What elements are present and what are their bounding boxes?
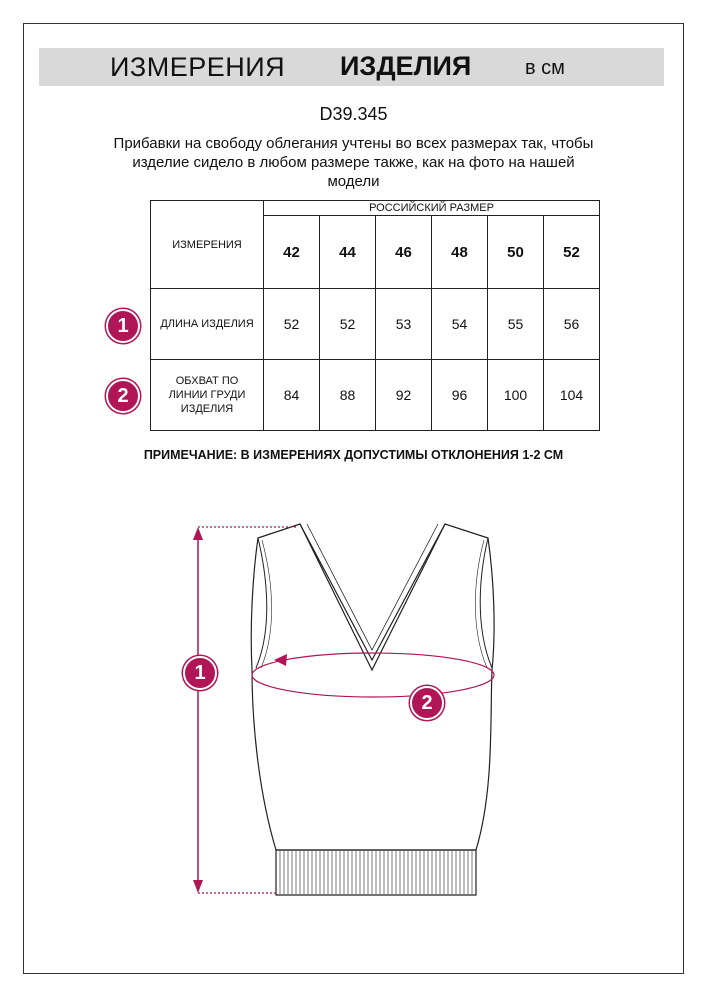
neck-rib-outer: [300, 524, 445, 660]
size-cell: 48: [432, 216, 488, 289]
size-group-header: РОССИЙСКИЙ РАЗМЕР: [264, 201, 600, 216]
chest-measure-ellipse: [252, 653, 494, 697]
neck-rib-inner: [307, 524, 438, 650]
chest-arrow-head: [274, 654, 287, 666]
fit-note: Прибавки на свободу облегания учтены во всех размерах так, чтобы изделие сидело в любом размере также, как на фото на нашей модели: [113, 135, 594, 190]
value-cell: 52: [320, 289, 376, 360]
title-units: в см: [525, 57, 565, 79]
vest-outline: [251, 524, 494, 850]
value-cell: 96: [432, 360, 488, 431]
armhole-left: [256, 538, 267, 668]
value-cell: 88: [320, 360, 376, 431]
size-cell: 44: [320, 216, 376, 289]
value-cell: 52: [264, 289, 320, 360]
value-cell: 92: [376, 360, 432, 431]
value-cell: 56: [544, 289, 600, 360]
measure-header-cell: ИЗМЕРЕНИЯ: [151, 201, 264, 289]
diagram-badge-length: 1: [183, 656, 217, 690]
size-cell: 50: [488, 216, 544, 289]
row-badge-1: 1: [106, 309, 140, 343]
size-cell: 46: [376, 216, 432, 289]
row-label-chest: ОБХВАТ ПО ЛИНИИ ГРУДИ ИЗДЕЛИЯ: [151, 360, 264, 431]
length-arrow-bottom: [193, 880, 203, 893]
value-cell: 55: [488, 289, 544, 360]
length-arrow-top: [193, 527, 203, 540]
deviation-remark: ПРИМЕЧАНИЕ: В ИЗМЕРЕНИЯХ ДОПУСТИМЫ ОТКЛОНЕНИЯ 1-2 СМ: [143, 448, 564, 462]
diagram-badge-chest: 2: [410, 686, 444, 720]
product-code: D39.345: [319, 104, 388, 124]
value-cell: 100: [488, 360, 544, 431]
value-cell: 84: [264, 360, 320, 431]
row-badge-2: 2: [106, 379, 140, 413]
title-measurements: ИЗМЕРЕНИЯ: [110, 52, 286, 82]
size-cell: 52: [544, 216, 600, 289]
value-cell: 53: [376, 289, 432, 360]
value-cell: 104: [544, 360, 600, 431]
value-cell: 54: [432, 289, 488, 360]
size-cell: 42: [264, 216, 320, 289]
row-label-length: ДЛИНА ИЗДЕЛИЯ: [151, 289, 264, 360]
title-garment: ИЗДЕЛИЯ: [340, 51, 472, 81]
hem-ribbing: [280, 851, 472, 894]
